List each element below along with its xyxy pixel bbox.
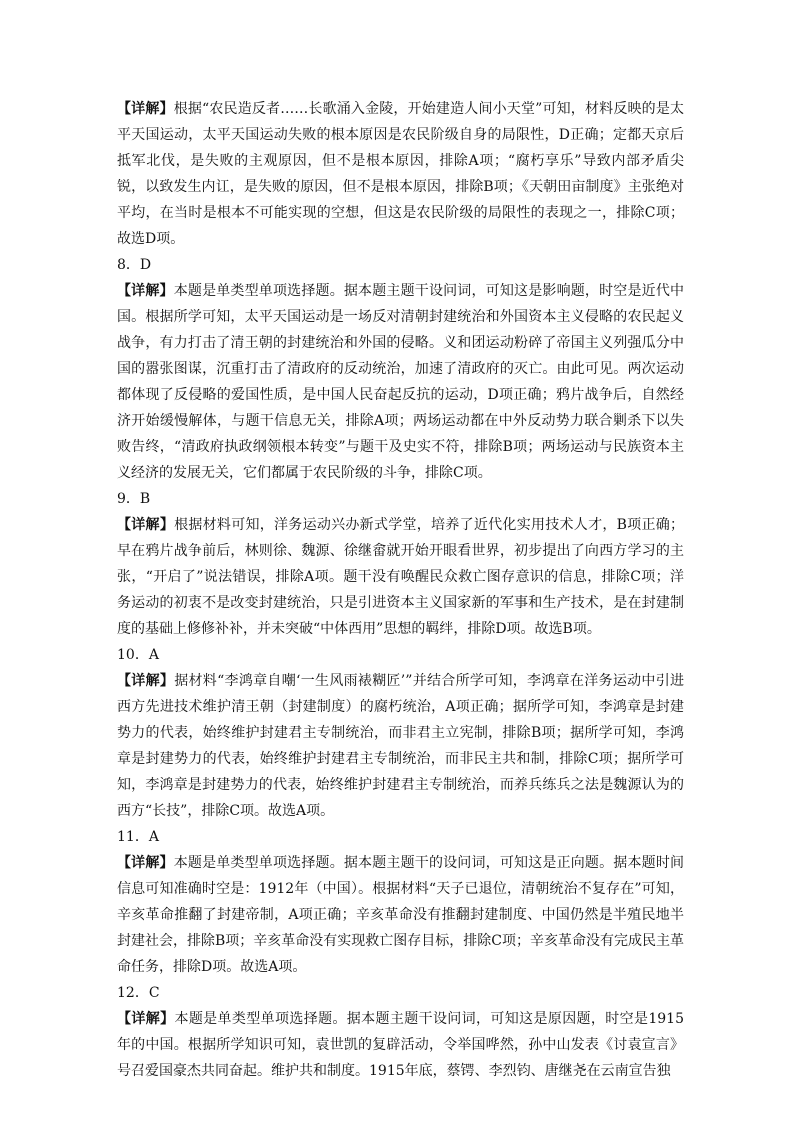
answer-block-12: [117, 980, 684, 1084]
explanation-tag: 【详解】: [117, 855, 174, 871]
question-answer-number: 12．C: [117, 985, 160, 1001]
answer-block-7: [117, 96, 684, 252]
answer-block-8: [117, 252, 684, 486]
explanation-paragraph: [117, 278, 684, 486]
question-answer-number: 9．B: [117, 491, 151, 507]
question-answer-number: 10．A: [117, 647, 159, 663]
explanation-paragraph: [117, 96, 684, 252]
answer-block-11: [117, 824, 684, 980]
explanation-paragraph: [117, 668, 684, 824]
answer-block-9: [117, 486, 684, 642]
answer-block-10: [117, 642, 684, 824]
explanation-tag: 【详解】: [117, 283, 174, 299]
explanation-tag: 【详解】: [117, 1011, 175, 1027]
explanation-text: 根据材料可知，洋务运动兴办新式学堂，培养了近代化实用技术人才，B项正确；早在鸦片战争前后，林则徐、魏源、徐继畲就开始开眼看世界，初步提出了向西方学习的主张，“开启了”说法错误，排除A项。题干没有唤醒民众救亡图存意识的信息，排除C项；洋务运动的初衷不是改变封建统治，只是引进资本主义国家新的军事和生产技术，是在封建制度的基础上修修补补，并未突破“中体西用”思想的羁绊，排除D项。故选B项。: [117, 517, 685, 637]
explanation-text: 本题是单类型单项选择题。据本题主题干的设问词，可知这是正向题。据本题时间信息可知准确时空是：1912年（中国）。根据材料“天子已退位，清朝统治不复存在”可知，辛亥革命推翻了封建帝制，A项正确；辛亥革命没有推翻封建制度、中国仍然是半殖民地半封建社会，排除B项；辛亥革命没有实现救亡图存目标，排除C项；辛亥革命没有完成民主革命任务，排除D项。故选A项。: [117, 855, 684, 975]
explanation-tag: 【详解】: [117, 517, 175, 533]
explanation-text: 本题是单类型单项选择题。据本题主题干设问词，可知这是影响题，时空是近代中国。根据所学可知，太平天国运动是一场反对清朝封建统治和外国资本主义侵略的农民起义战争，有力打击了清王朝的封建统治和外国的侵略。义和团运动粉碎了帝国主义列强瓜分中国的嚣张图谋，沉重打击了清政府的反动统治，加速了清政府的灭亡。由此可见。两次运动都体现了反侵略的爱国性质，是中国人民奋起反抗的运动，D项正确；鸦片战争后，自然经济开始缓慢解体，与题干信息无关，排除A项；两场运动都在中外反动势力联合剿杀下以失败告终，“清政府执政纲领根本转变”与题干及史实不符，排除B项；两场运动与民族资本主义经济的发展无关，它们都属于农民阶级的斗争，排除C项。: [117, 283, 684, 481]
explanation-text: 本题是单类型单项选择题。据本题主题干设问词，可知这是原因题，时空是1915年的中国。根据所学知识可知，袁世凯的复辟活动，令举国哗然，孙中山发表《讨袁宣言》号召爱国豪杰共同奋起。维护共和制度。1915年底，蔡锷、李烈钧、唐继尧在云南宣告独: [117, 1011, 684, 1079]
explanation-paragraph: [117, 1006, 684, 1084]
explanation-tag: 【详解】: [117, 673, 175, 689]
explanation-paragraph: [117, 850, 684, 980]
explanation-text: 据材料“李鸿章自嘲‘一生风雨裱糊匠’”并结合所学可知，李鸿章在洋务运动中引进西方先进技术维护清王朝（封建制度）的腐朽统治，A项正确；据所学可知，李鸿章是封建势力的代表，始终维护封建君主专制统治，而非君主立宪制，排除B项；据所学可知，李鸿章是封建势力的代表，始终维护封建君主专制统治，而非民主共和制，排除C项；据所学可知，李鸿章是封建势力的代表，始终维护封建君主专制统治，而养兵练兵之法是魏源认为的西方“长技”，排除C项。故选A项。: [117, 673, 685, 819]
question-answer-number: 11．A: [117, 829, 159, 845]
explanation-paragraph: [117, 512, 684, 642]
explanation-tag: 【详解】: [117, 101, 174, 117]
question-answer-number: 8．D: [117, 257, 152, 273]
explanation-text: 根据“农民造反者……长歌涌入金陵，开始建造人间小天堂”可知，材料反映的是太平天国运动，太平天国运动失败的根本原因是农民阶级自身的局限性，D正确；定都天京后抵军北伐，是失败的主观原因，但不是根本原因，排除A项；“腐朽享乐”导致内部矛盾尖锐，以致发生内讧，是失败的原因，但不是根本原因，排除B项；《天朝田亩制度》主张绝对平均，在当时是根本不可能实现的空想，但这是农民阶级的局限性的表现之一，排除C项；故选D项。: [117, 101, 685, 247]
